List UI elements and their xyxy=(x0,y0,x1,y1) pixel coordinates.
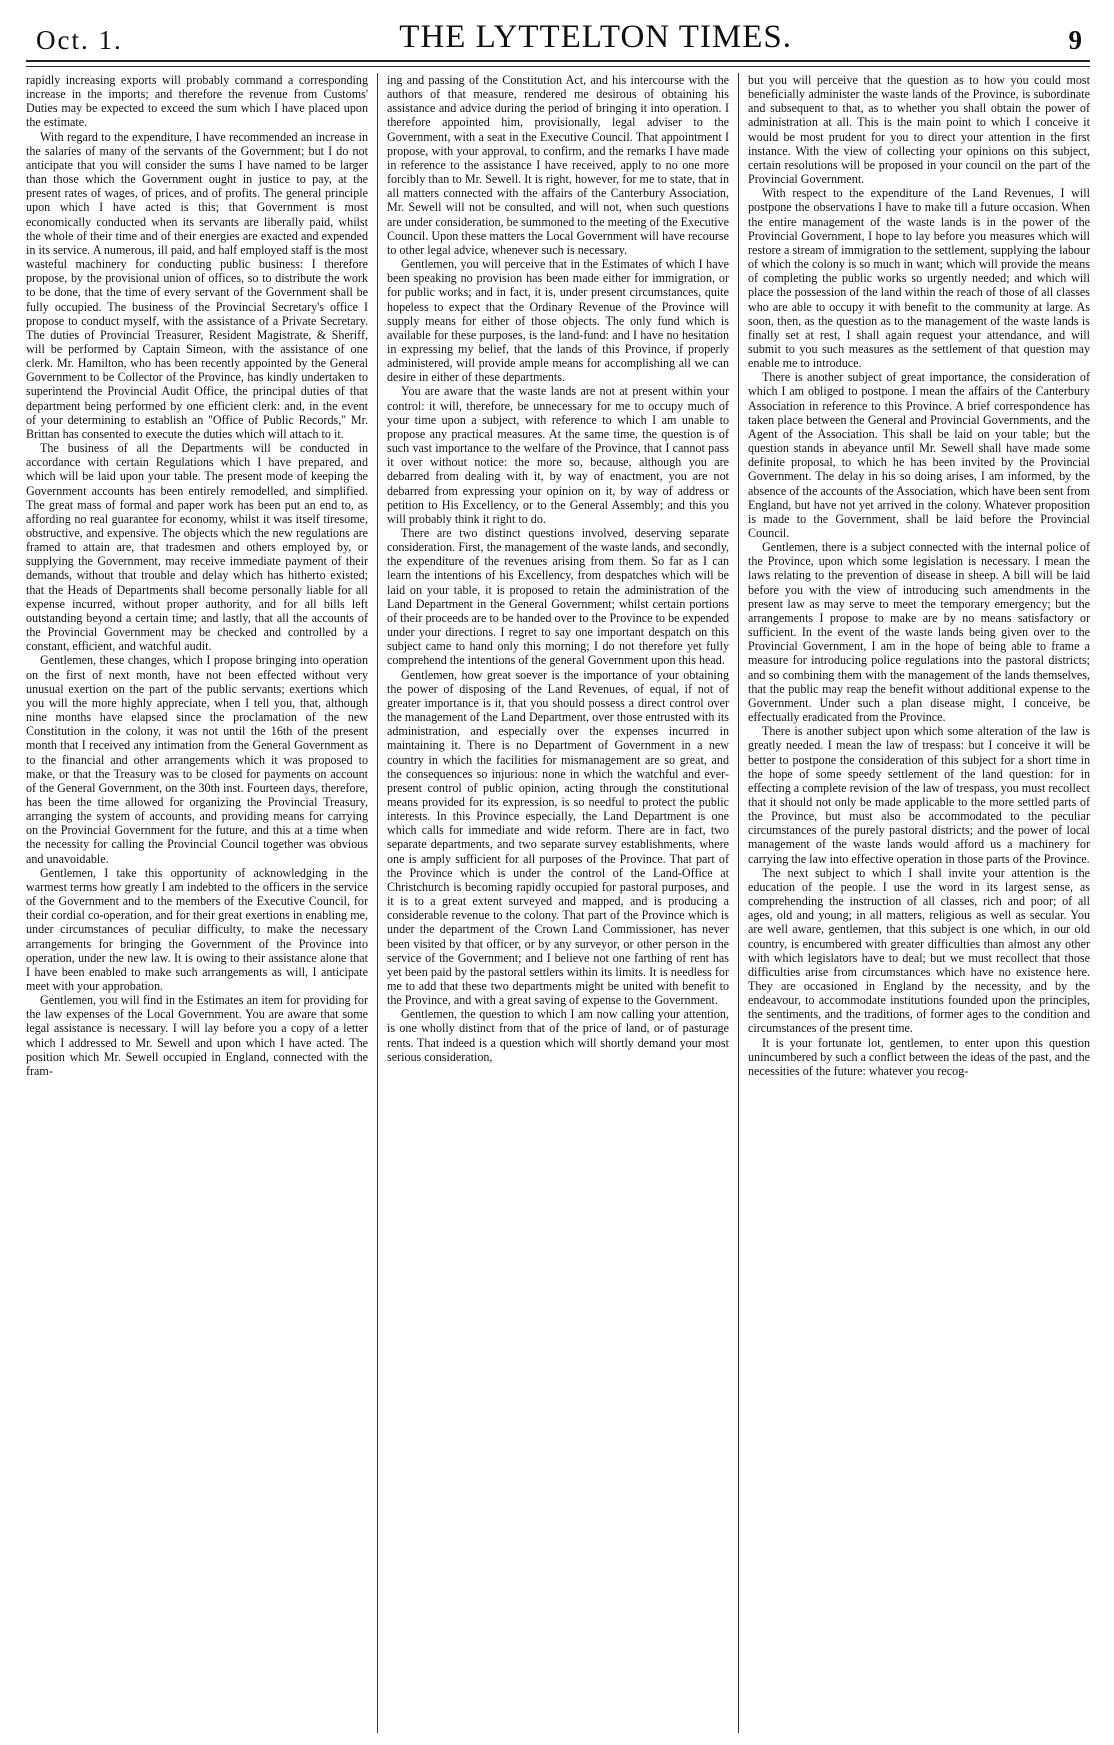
column-1 xyxy=(26,73,368,1733)
paragraph: ing and passing of the Constitution Act, and his intercourse with the authors of that measure, rendered me desirous of obtaining his assistance and advice during the period of bringing it into operation. I therefore appointed him, provisionally, legal adviser to the Government, with a seat in the Executive Council. That appointment I propose, with your approval, to confirm, and the remarks I have made in reference to the assistance I have received, apply to no one more forcibly than to Mr. Sewell. It is right, however, for me to state, that in all matters connected with the affairs of the Canterbury Association, Mr. Sewell will not be consulted, and will not, when such questions are under consideration, be summoned to the meeting of the Executive Council. Upon these matters the Local Government will have recourse to other legal advice, whenever such is necessary. xyxy=(387,73,729,257)
paragraph: With respect to the expenditure of the Land Revenues, I will postpone the observations I have to make till a future occasion. When the entire management of the waste lands is in the power of the Provincial Government, I hope to lay before you measures which will restore a stream of immigration to the settlement, supplying the labour of which the colony is so much in want; which will provide the means of completing the public works so urgently needed; and which will place the possession of the land within the reach of those of all classes who are able to occupy it with benefit to the community at large. As soon, then, as the question as to the management of the waste lands is finally set at rest, I shall again request your attendance, and will submit to you such measures as the settlement of that question may enable me to introduce. xyxy=(748,186,1090,371)
paragraph: The next subject to which I shall invite your attention is the education of the people. I use the word in its largest sense, as comprehending the instruction of all classes, rich and poor; of all ages, old and young; in all matters, religious as well as secular. You are well aware, gentlemen, that this subject is one which, in our old country, is encumbered with greater difficulties than almost any other with which legislators have to deal; but we must recollect that those difficulties arise from circumstances which have no existence here. They are occasioned in England by the necessity, and by the endeavour, to accommodate institutions founded upon the principles, the sentiments, and the traditions, of former ages to the condition and circumstances of the present time. xyxy=(748,865,1090,1036)
paragraph: It is your fortunate lot, gentlemen, to enter upon this question unincumbered by such a conflict between the ideas of the past, and the necessities of the future: whatever you recog- xyxy=(748,1035,1090,1078)
paragraph: With regard to the expenditure, I have recommended an increase in the salaries of many of the servants of the Government; but I do not anticipate that you will consider the sums I have named to be larger than those which the Government ought in justice to pay, at the present rates of wages, of prices, and of profits. The general principle upon which I have acted is this; that Government is most economically conducted when its servants are liberally paid, whilst the whole of their time and of their energies are exacted and expended in its service. A numerous, ill paid, and half employed staff is the most wasteful machinery for conducting public business: I therefore propose, by the provisional union of offices, so to distribute the work to be done, that the time of every servant of the Government shall be fully occupied. The business of the Provincial Secretary's office I propose to conduct myself, with the assistance of a Private Secretary. The duties of Provincial Treasurer, Resident Magistrate, & Sheriff, will be performed by Captain Simeon, with the assistance of one clerk. Mr. Hamilton, who has been recently appointed by the General Government to be Collector of the Province, has kindly undertaken to superintend the Provincial Audit Office, the principal duties of that department being performed by one efficient clerk: and, in the event of your determining to establish an "Office of Public Records," Mr. Brittan has consented to execute the duties which will attach to it. xyxy=(26,129,368,441)
paragraph: but you will perceive that the question as to how you could most beneficially administer the waste lands of the Province, is subordinate and subsequent to that, as to whether you shall obtain the power of administration at all. This is the main point to which I conceive it would be most prudent for you to direct your attention in the first instance. With the view of collecting your opinions on this subject, certain resolutions will be proposed in your council on the part of the Provincial Government. xyxy=(748,73,1090,187)
page-number: 9 xyxy=(1068,25,1082,55)
paragraph: There is another subject of great importance, the consideration of which I am obliged to postpone. I mean the affairs of the Canterbury Association in reference to this Province. A brief correspondence has taken place between the General and Provincial Governments, and the Agent of the Association. This shall be laid on your table; but the question stands in abeyance until Mr. Sewell shall have made some definite proposal, to which he has been invited by the Provincial Government. The delay in his so doing arises, I am informed, by the absence of the accounts of the Association, which have been sent from England, but have not yet arrived in the colony. Whatever proposition is made to the Government, shall be laid before the Provincial Council. xyxy=(748,370,1090,540)
masthead xyxy=(26,18,1090,56)
paragraph: Gentlemen, you will perceive that in the Estimates of which I have been speaking no provision has been made either for immigration, or for public works; and in fact, it is, under present circumstances, quite hopeless to expect that the Ordinary Revenue of the Province will supply means for either of those objects. The only fund which is available for these purposes, is the land-fund: and I have no hesitation in expressing my belief, that the lands of this Province, if properly administered, will provide ample means for accomplishing all we can desire in either of these departments. xyxy=(387,257,729,385)
masthead-rule xyxy=(26,60,1090,67)
column-2 xyxy=(387,73,729,1733)
paragraph: Gentlemen, how great soever is the importance of your obtaining the power of disposing of the Land Revenues, of equal, if not of greater importance is it, that you should possess a direct control over the management of the Land Department, over those entrusted with its administration, and especially over the expenses incurred in maintaining it. There is no Department of Government in a new country in which the facilities for mismanagement are so great, and the consequences so injurious: none in which the watchful and ever-present control of public opinion, acting through the constitutional means provided for its expression, is so needful to protect the public interests. In this Province especially, the Land Department is one which calls for immediate and wide reform. There are in fact, two separate departments, and two separate survey establishments, where one is amply sufficient for all purposes of the Province. That part of the Province which is under the control of the Land-Office at Christchurch is becoming rapidly occupied for pastoral purposes, and it is to a great extent surveyed and mapped, and is producing a considerable revenue to the colony. That part of the Province which is under the department of the Crown Land Commissioner, has never been visited by that officer, or by any surveyor, or other person in the service of the Government; and I believe not one farthing of rent has yet been paid by the pastoral settlers within its limits. It is needless for me to add that these two departments might be united with benefit to the Province, and with a great saving of expense to the Government. xyxy=(387,667,729,1008)
paragraph: Gentlemen, you will find in the Estimates an item for providing for the law expenses of the Local Government. You are aware that some legal assistance is necessary. I will lay before you a copy of a letter which I addressed to Mr. Sewell and upon which I have acted. The position which Mr. Sewell occupied in England, connected with the fram- xyxy=(26,993,368,1078)
column-3 xyxy=(748,73,1090,1733)
paragraph: Gentlemen, these changes, which I propose bringing into operation on the first of next month, have not been effected without very unusual exertion on the part of the public servants; exertions which you will the more highly appreciate, when I tell you, that, although nine months have elapsed since the proclamation of the new Constitution in the colony, it was not until the 16th of the present month that I received any intimation from the General Government as to the financial and other arrangements which it was proposed to make, or that the Treasury was to be closed for payments on account of the General Government, on the 30th inst. Fourteen days, therefore, has been the time allowed for organizing the Provincial Treasury, arranging the system of accounts, and providing means for carrying on the Provincial Government for the future, and this at a time when the necessity for calling the Provincial Council together was obvious and unavoidable. xyxy=(26,653,368,866)
issue-date: Oct. 1. xyxy=(36,25,123,55)
paragraph: rapidly increasing exports will probably command a corresponding increase in the imports; and therefore the revenue from Customs' Duties may be expected to exceed the sum which I have placed upon the estimate. xyxy=(26,73,368,130)
paragraph: Gentlemen, the question to which I am now calling your attention, is one wholly distinct from that of the price of land, or of pasturage rents. That indeed is a question which will shortly demand your most serious consideration, xyxy=(387,1007,729,1064)
newspaper-title: THE LYTTELTON TIMES. xyxy=(399,19,793,55)
paragraph: There is another subject upon which some alteration of the law is greatly needed. I mean the law of trespass: but I conceive it will be better to postpone the consideration of this subject for a short time in the hope of some speedy settlement of the land question: for in effecting a complete revision of the law of trespass, you must recollect that it should not only be made applicable to the more settled parts of the Province, but must also be accommodated to the peculiar circumstances of the purely pastoral districts; and the power of local management of the waste lands would afford us a machinery for carrying the law into effective operation in those parts of the Province. xyxy=(748,724,1090,866)
paragraph: You are aware that the waste lands are not at present within your control: it will, therefore, be unnecessary for me to occupy much of your time upon a subject, with reference to which I am unable to propose any practical measures. At the same time, the question is of such vast importance to the welfare of the Province, that I cannot pass it over without notice: the more so, because, although you are debarred from dealing with it, by way of enactment, you are not debarred from expressing your opinion on it, by way of address or petition to His Excellency, or to the General Assembly; and this you will probably think it right to do. xyxy=(387,384,729,526)
paragraph: The business of all the Departments will be conducted in accordance with certain Regulations which I have prepared, and which will be laid upon your table. The present mode of keeping the Government accounts has been entirely remodelled, and simplified. The great mass of formal and paper work has been put an end to, as affording no real guarantee for economy, whilst it was itself tiresome, obstructive, and expensive. The objects which the new regulations are framed to attain are, that tradesmen and others employed by, or supplying the Government, may receive immediate payment of their demands, without that trouble and delay which has hitherto existed; that the Heads of Departments shall become personally liable for all expense incurred, without proper authority, and for all bills left outstanding beyond a certain time; and lastly, that all the accounts of the Provincial Government may be checked and controlled by a constant, efficient, and watchful audit. xyxy=(26,441,368,654)
paragraph: There are two distinct questions involved, deserving separate consideration. First, the management of the waste lands, and secondly, the expenditure of the revenues arising from them. So far as I can learn the intentions of his Excellency, from despatches which will be laid on your table, it is proposed to retain the administration of the Land Department in the General Government; whilst certain portions of their proceeds are to be handed over to the Province to be expended under your directions. I regret to say one important despatch on this subject came to hand only this morning; I do not therefore yet fully comprehend the intentions of the general Government upon this head. xyxy=(387,526,729,668)
paragraph: Gentlemen, I take this opportunity of acknowledging in the warmest terms how greatly I am indebted to the officers in the service of the Government and to the members of the Executive Council, for their cordial co-operation, and for their great exertions in enabling me, under circumstances of peculiar difficulty, to make the necessary arrangements for bringing the Government of the Province into operation, under the new law. It is owing to their assistance alone that I have been enabled to make such arrangements as will, I anticipate meet with your approbation. xyxy=(26,865,368,993)
column-divider xyxy=(377,73,378,1733)
paragraph: Gentlemen, there is a subject connected with the internal police of the Province, upon which some legislation is necessary. I mean the laws relating to the prevention of disease in sheep. A bill will be laid before you with the view of introducing such amendments in the present law as may serve to meet the temporary emergency; but the arrangements I propose to make are by no means satisfactory or sufficient. In the event of the waste lands being given over to the Provincial Government, I am in the hope of being able to frame a measure for introducing police regulations into the pastoral districts; and so combining them with the management of the lands themselves, that the public may reap the benefit without additional expense to the Government. Under such a plan disease might, I conceive, be effectually eradicated from the Province. xyxy=(748,540,1090,725)
column-divider xyxy=(738,73,739,1733)
article-columns xyxy=(26,73,1090,1733)
